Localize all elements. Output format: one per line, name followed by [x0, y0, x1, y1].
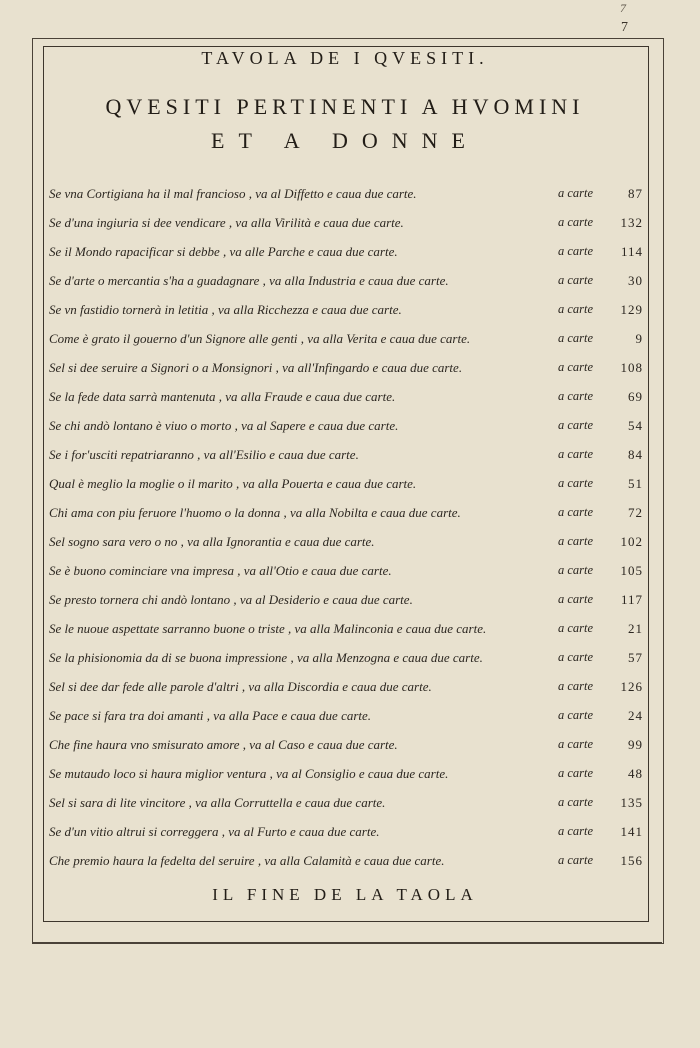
page-reference: 69: [628, 389, 643, 404]
carte-label: a carte: [557, 824, 593, 838]
question-text: Che fine haura vno smisurato amore , va al Caso e caua due carte.: [49, 737, 398, 752]
index-row: [47, 673, 643, 702]
index-row: [47, 180, 643, 209]
index-row: [47, 760, 643, 789]
page-reference: 48: [628, 766, 643, 781]
page-reference: 54: [628, 418, 643, 433]
question-text: Come è grato il gouerno d'un Signore alle genti , va alla Verita e caua due carte.: [49, 331, 471, 346]
question-text: Se d'arte o mercantia s'ha a guadagnare , va alla Industria e caua due carte.: [49, 273, 449, 288]
index-row: [47, 209, 643, 238]
page-reference: 9: [635, 331, 643, 346]
page-reference: 126: [620, 679, 643, 694]
handwritten-page-number: 7: [620, 1, 626, 15]
page-reference: 135: [620, 795, 643, 810]
index-row: [47, 847, 643, 876]
index-row: [47, 557, 643, 586]
carte-label: a carte: [557, 795, 593, 809]
carte-label: a carte: [557, 215, 593, 229]
index-row: [47, 296, 643, 325]
section-heading-line-2: ET A DONNE: [211, 128, 479, 153]
question-text: Chi ama con piu feruore l'huomo o la donna , va alla Nobilta e caua due carte.: [49, 505, 461, 520]
index-row: [47, 731, 643, 760]
carte-label: a carte: [557, 708, 593, 722]
carte-label: a carte: [557, 505, 593, 519]
closing-line: IL FINE DE LA TAOLA: [212, 885, 478, 904]
page-reference: 102: [620, 534, 643, 549]
page-reference: 141: [620, 824, 643, 839]
page-reference: 105: [620, 563, 643, 578]
question-text: Se le nuoue aspettate sarranno buone o triste , va alla Malinconia e caua due carte.: [49, 621, 487, 636]
index-row: [47, 644, 643, 673]
index-row: [47, 383, 643, 412]
carte-label: a carte: [557, 766, 593, 780]
carte-label: a carte: [557, 360, 593, 374]
question-text: Sel si sara di lite vincitore , va alla Corruttella e caua due carte.: [49, 795, 386, 810]
carte-label: a carte: [557, 273, 593, 287]
index-row: [47, 441, 643, 470]
index-row: [47, 267, 643, 296]
question-text: Se la phisionomia da di se buona impressione , va alla Menzogna e caua due carte.: [49, 650, 483, 665]
index-row: [47, 702, 643, 731]
question-text: Che premio haura la fedelta del seruire , va alla Calamità e caua due carte.: [49, 853, 445, 868]
carte-label: a carte: [557, 331, 593, 345]
carte-label: a carte: [557, 447, 593, 461]
page-reference: 99: [628, 737, 643, 752]
page-reference: 132: [620, 215, 643, 230]
carte-label: a carte: [557, 650, 593, 664]
index-table: [47, 180, 643, 876]
page-reference: 114: [620, 244, 643, 259]
carte-label: a carte: [557, 186, 593, 200]
carte-label: a carte: [557, 737, 593, 751]
index-row: [47, 528, 643, 557]
carte-label: a carte: [557, 621, 593, 635]
page-reference: 30: [628, 273, 643, 288]
page-reference: 24: [628, 708, 643, 723]
page-reference: 84: [628, 447, 643, 462]
page-reference: 117: [620, 592, 643, 607]
question-text: Sel si dee seruire a Signori o a Monsignori , va all'Infingardo e caua due carte.: [49, 360, 463, 375]
carte-label: a carte: [557, 679, 593, 693]
page-reference: 21: [628, 621, 643, 636]
carte-label: a carte: [557, 534, 593, 548]
bottom-rule: [32, 942, 662, 943]
page-reference: 51: [628, 476, 643, 491]
carte-label: a carte: [557, 418, 593, 432]
section-heading-line-1: QVESITI PERTINENTI A HVOMINI: [105, 94, 585, 119]
question-text: Se chi andò lontano è viuo o morto , va al Sapere e caua due carte.: [49, 418, 399, 433]
carte-label: a carte: [557, 853, 593, 867]
index-row: [47, 325, 643, 354]
page-reference: 156: [620, 853, 643, 868]
question-text: Se d'una ingiuria si dee vendicare , va alla Virilità e caua due carte.: [49, 215, 404, 230]
index-row: [47, 238, 643, 267]
page-reference: 108: [620, 360, 643, 375]
carte-label: a carte: [557, 389, 593, 403]
index-row: [47, 586, 643, 615]
question-text: Se vna Cortigiana ha il mal francioso , va al Diffetto e caua due carte.: [49, 186, 417, 201]
index-row: [47, 615, 643, 644]
page-reference: 57: [628, 650, 643, 665]
page-number: 7: [621, 20, 628, 35]
index-row: [47, 412, 643, 441]
index-row: [47, 818, 643, 847]
question-text: Se è buono cominciare vna impresa , va all'Otio e caua due carte.: [49, 563, 392, 578]
index-row: [47, 470, 643, 499]
carte-label: a carte: [557, 476, 593, 490]
carte-label: a carte: [557, 302, 593, 316]
question-text: Se il Mondo rapacificar si debbe , va alle Parche e caua due carte.: [49, 244, 398, 259]
question-text: Qual è meglio la moglie o il marito , va alla Pouerta e caua due carte.: [49, 476, 417, 491]
index-row: [47, 789, 643, 818]
question-text: Se vn fastidio tornerà in letitia , va alla Ricchezza e caua due carte.: [49, 302, 402, 317]
question-text: Se pace si fara tra doi amanti , va alla Pace e caua due carte.: [49, 708, 372, 723]
question-text: Se la fede data sarrà mantenuta , va alla Fraude e caua due carte.: [49, 389, 396, 404]
question-text: Se mutaudo loco si haura miglior ventura , va al Consiglio e caua due carte.: [49, 766, 449, 781]
question-text: Sel sogno sara vero o no , va alla Ignorantia e caua due carte.: [49, 534, 375, 549]
page-reference: 72: [628, 505, 643, 520]
carte-label: a carte: [557, 563, 593, 577]
question-text: Sel si dee dar fede alle parole d'altri , va alla Discordia e caua due carte.: [49, 679, 432, 694]
page-title: TAVOLA DE I QVESITI.: [201, 48, 489, 68]
carte-label: a carte: [557, 244, 593, 258]
question-text: Se presto tornera chi andò lontano , va al Desiderio e caua due carte.: [49, 592, 413, 607]
index-row: [47, 499, 643, 528]
page-reference: 87: [628, 186, 643, 201]
index-row: [47, 354, 643, 383]
question-text: Se d'un vitio altrui si correggera , va al Furto e caua due carte.: [49, 824, 380, 839]
carte-label: a carte: [557, 592, 593, 606]
page-reference: 129: [620, 302, 643, 317]
question-text: Se i for'usciti repatriaranno , va all'Esilio e caua due carte.: [49, 447, 359, 462]
